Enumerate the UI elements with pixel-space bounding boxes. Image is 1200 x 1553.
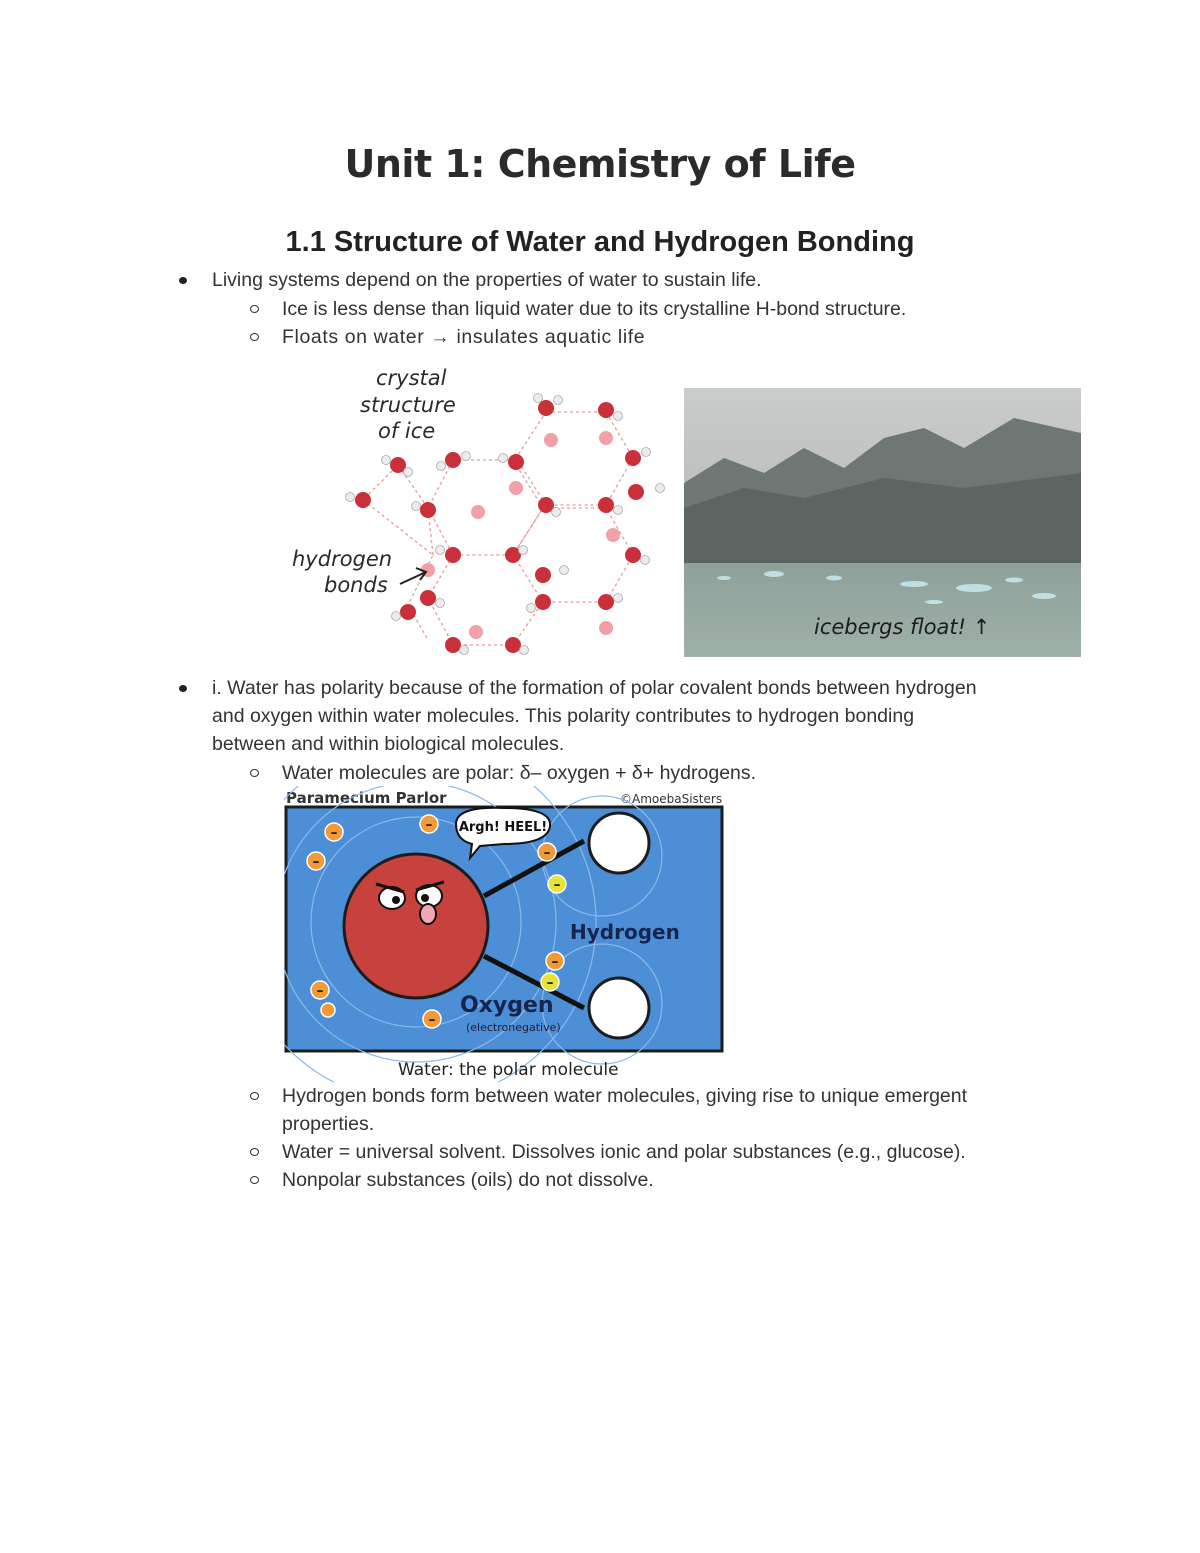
cartoon-header-left: Paramecium Parlor <box>286 789 447 807</box>
bullet-polarity-line-2: and oxygen within water molecules. This polarity contributes to hydrogen bonding <box>212 705 915 727</box>
sub-bullet-hydrogen-bonds-line-1: Hydrogen bonds form between water molecules, giving rise to unique emergent <box>282 1082 967 1110</box>
oxygen-atom <box>344 854 488 998</box>
svg-text:–: – <box>312 854 320 870</box>
svg-text:–: – <box>551 954 559 970</box>
sub-bullet-universal-solvent: Water = universal solvent. Dissolves ionic and polar substances (e.g., glucose). <box>282 1138 966 1166</box>
label-electronegative: (electronegative) <box>466 1021 561 1034</box>
section-heading: 1.1 Structure of Water and Hydrogen Bonding <box>285 226 915 258</box>
ice-crystal-figure <box>288 360 678 660</box>
label-crystal: crystal structure of ice <box>360 366 456 443</box>
cartoon-caption: Water: the polar molecule <box>398 1060 619 1080</box>
speech-text: Argh! HEEL! <box>458 820 548 835</box>
svg-text:–: – <box>428 1012 436 1028</box>
sub-bullet-ice-density: Ice is less dense than liquid water due to its crystalline H-bond structure. <box>282 295 906 323</box>
sub-bullet-floats: Floats on water → insulates aquatic life <box>282 323 645 351</box>
sub-bullet-nonpolar: Nonpolar substances (oils) do not dissolve. <box>282 1166 654 1194</box>
hydrogen-atom-top <box>589 813 649 873</box>
svg-text:–: – <box>546 975 554 991</box>
svg-text:–: – <box>425 817 433 833</box>
sub-bullet-hydrogen-bonds-line-2: properties. <box>282 1113 375 1135</box>
icebergs-caption: icebergs float! ↑ <box>814 615 991 639</box>
sub-bullet-polar-molecules: Water molecules are polar: δ– oxygen + δ+ hydrogens. <box>282 759 756 787</box>
polar-molecule-cartoon <box>284 786 726 1082</box>
svg-text:–: – <box>543 845 551 861</box>
page-title: Unit 1: Chemistry of Life <box>344 142 856 186</box>
label-hydrogen: Hydrogen <box>570 920 680 944</box>
svg-text:–: – <box>330 825 338 841</box>
label-oxygen: Oxygen <box>460 993 554 1018</box>
svg-text:–: – <box>316 983 324 999</box>
label-hydrogen-bonds: hydrogen bonds <box>292 547 393 597</box>
arrow-icon <box>400 568 426 584</box>
cartoon-header-right: ©AmoebaSisters <box>620 792 723 806</box>
bullet-polarity-line-1: i. Water has polarity because of the formation of polar covalent bonds between hydrogen <box>212 674 977 702</box>
bullet-polarity-line-3: between and within biological molecules. <box>212 733 565 755</box>
icebergs-photo <box>684 388 1081 657</box>
bullet-living-systems: Living systems depend on the properties of water to sustain life. <box>212 266 762 294</box>
hydrogen-atom-bottom <box>589 978 649 1038</box>
svg-text:–: – <box>553 877 561 893</box>
